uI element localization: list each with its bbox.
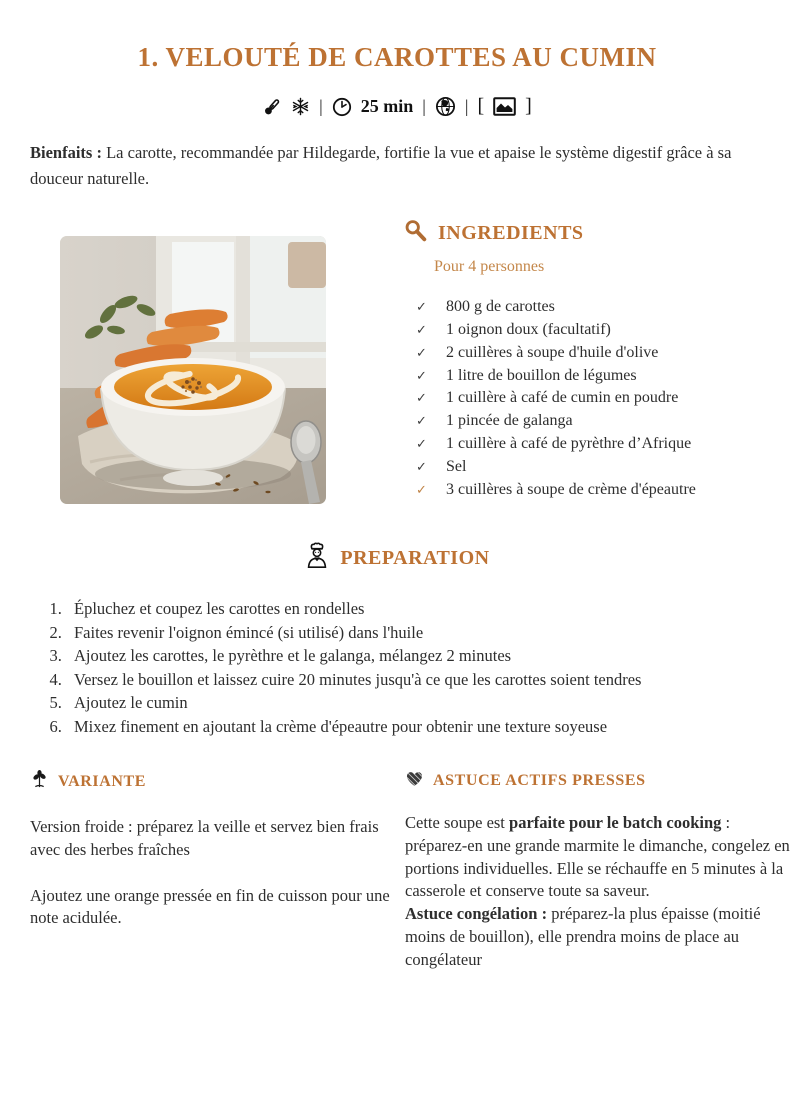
- checkmark-icon: ✓: [416, 436, 427, 452]
- astuce-text: : préparez-en une grande marmite le dimanche, congelez en portions individuelles. Elle se réchauffe en 5 minutes à la casserole et conserve toute sa saveur.: [405, 813, 790, 901]
- ingredients-list: [416, 296, 794, 501]
- ingredient-text: 1 cuillère à café de pyrèthre d’Afrique: [446, 434, 692, 452]
- bottom-section: [0, 770, 794, 971]
- ingredient-item: [416, 296, 794, 319]
- herb-sprig-icon: [30, 770, 49, 794]
- thermometer-icon: [262, 97, 282, 117]
- bracket-open: [: [477, 95, 485, 117]
- step-item: 2. Faites revenir l'oignon émincé (si utilisé) dans l'huile: [66, 621, 764, 645]
- variante-title: VARIANTE: [58, 773, 147, 791]
- variante-header: [30, 770, 392, 794]
- variante-paragraph: Ajoutez une orange pressée en fin de cuisson pour une note acidulée.: [30, 885, 390, 928]
- variante-paragraph: Version froide : préparez la veille et servez bien frais avec des herbes fraîches: [30, 817, 379, 859]
- step-item: 4. Versez le bouillon et laissez cuire 20 minutes jusqu'à ce que les carottes soient tendres: [66, 668, 764, 692]
- ingredients-title: INGREDIENTS: [438, 222, 584, 245]
- meta-separator: |: [464, 96, 469, 116]
- benefits-text: La carotte, recommandée par Hildegarde, fortifie la vue et apaise le système digestif grâce à sa douceur naturelle.: [30, 143, 732, 188]
- checkmark-icon: ✓: [416, 482, 427, 498]
- ingredient-item: [416, 433, 794, 456]
- ingredients-header: [404, 219, 794, 248]
- ingredient-text: Sel: [446, 457, 467, 475]
- astuce-bold-text: Astuce congélation :: [405, 904, 548, 924]
- ingredients-section: [404, 219, 794, 501]
- ingredient-text: 1 litre de bouillon de légumes: [446, 366, 637, 384]
- servings-label: Pour 4 personnes: [434, 258, 545, 276]
- checkmark-icon: ✓: [416, 300, 427, 316]
- step-item: 3. Ajoutez les carottes, le pyrèthre et le galanga, mélangez 2 minutes: [66, 644, 764, 668]
- snowflake-icon: [291, 97, 310, 116]
- cook-time: 25 min: [360, 96, 414, 116]
- meta-row: [0, 95, 794, 118]
- page-title: 1. VELOUTÉ DE CAROTTES AU CUMIN: [137, 42, 657, 72]
- bracket-close: ]: [525, 95, 532, 117]
- ingredient-item: [416, 365, 794, 388]
- clock-icon: [332, 97, 352, 117]
- astuce-title: ASTUCE ACTIFS PRESSES: [433, 772, 646, 790]
- globe-icon: [435, 96, 456, 117]
- preparation-header: [0, 542, 794, 575]
- astuce-text: Cette soupe est: [405, 813, 510, 833]
- astuce-header: [405, 770, 790, 792]
- step-item: 1. Épluchez et coupez les carottes en rondelles: [66, 597, 764, 621]
- step-item: 6. Mixez finement en ajoutant la crème d'épeautre pour obtenir une texture soyeuse: [66, 715, 764, 739]
- astuce-bold-text: parfaite pour le batch cooking: [509, 813, 722, 833]
- checkmark-icon: ✓: [416, 322, 427, 338]
- checkmark-icon: ✓: [416, 368, 427, 384]
- ingredient-item: [416, 342, 794, 365]
- checkmark-icon: ✓: [416, 459, 427, 475]
- benefits-paragraph: [30, 140, 764, 191]
- ingredient-item: [416, 319, 794, 342]
- picture-icon: [493, 97, 516, 116]
- ingredient-text: 1 cuillère à café de cumin en poudre: [446, 389, 679, 407]
- ingredient-text: 800 g de carottes: [446, 298, 555, 316]
- ingredient-item: [416, 456, 794, 479]
- ingredient-text: 1 pincée de galanga: [446, 412, 573, 430]
- astuce-body: [405, 812, 790, 971]
- ingredient-item: [416, 410, 794, 433]
- ingredient-item: [416, 479, 794, 502]
- preparation-steps: [38, 597, 764, 738]
- chef-icon: [304, 542, 330, 575]
- variante-section: [30, 770, 392, 971]
- step-item: 5. Ajoutez le cumin: [66, 691, 764, 715]
- heart-icon: [405, 770, 424, 792]
- middle-section: [0, 219, 794, 504]
- astuce-paragraph: [405, 903, 790, 971]
- checkmark-icon: ✓: [416, 414, 427, 430]
- preparation-title: PREPARATION: [340, 547, 490, 570]
- ingredient-text: 3 cuillères à soupe de crème d'épeautre: [446, 480, 696, 498]
- meta-separator: |: [422, 96, 426, 116]
- ingredient-text: 1 oignon doux (facultatif): [446, 320, 611, 338]
- ingredient-text: 2 cuillères à soupe d'huile d'olive: [446, 343, 659, 361]
- ingredient-item: [416, 387, 794, 410]
- astuce-paragraph: [405, 812, 790, 903]
- astuce-section: [405, 770, 790, 971]
- carrot-soup-photo: [60, 236, 326, 504]
- benefits-label: Bienfaits :: [30, 143, 102, 162]
- checkmark-icon: ✓: [416, 345, 427, 361]
- astuce-text: préparez-la plus épaisse (moitié moins de bouillon), elle prendra moins de place au congélateur: [405, 904, 761, 969]
- magnifier-icon: [404, 219, 428, 248]
- meta-separator: |: [319, 96, 323, 116]
- checkmark-icon: ✓: [416, 391, 427, 407]
